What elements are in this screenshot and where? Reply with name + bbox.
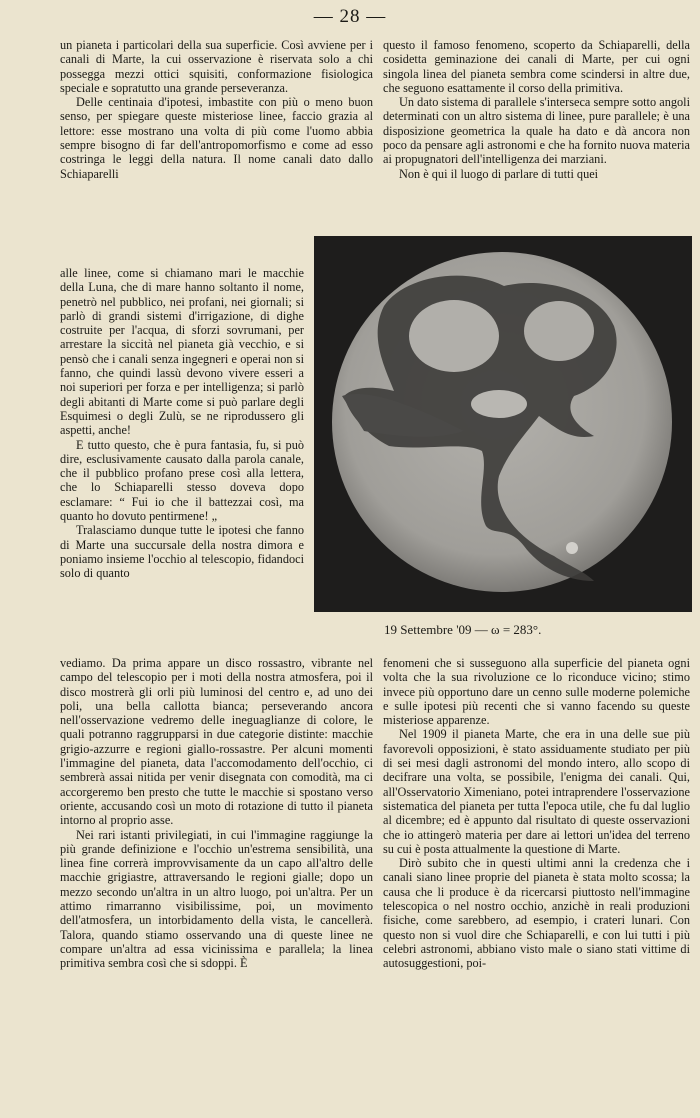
left-column-top (60, 38, 373, 181)
right-column-bottom (383, 656, 690, 971)
paragraph: fenomeni che si susseguono alla superficie del pianeta ogni volta che la sua rivoluzione ce lo riconduce vicino; stimo invece più opportuno dare un cenno sulle moderne polemiche e sulle ipotesi più recenti che si vanno facendo su queste misteriose apparenze. (383, 656, 690, 728)
paragraph: Un dato sistema di parallele s'interseca sempre sotto angoli determinati con un altro sistema di linee, pure parallele; è una disposizione geometrica la quale ha dato e dà ancora non poco da pensare agli astronomi e che ha fornito nuova materia ai propugnatori dell'intelligenza dei marziani. (383, 95, 690, 167)
paragraph: E tutto questo, che è pura fantasia, fu, si può dire, esclusivamente causato dalla parola canale, che il pubblico profano prese così alla lettera, che lo Schiaparelli stesso doveva dopo esclamare: “ Fui io che il battezzai così, ma quanto ho dovuto pentirmene! „ (60, 437, 304, 524)
mars-drawing-figure (314, 236, 692, 612)
figure-caption: 19 Settembre '09 — ω = 283°. (384, 622, 542, 637)
mars-light-region (409, 300, 499, 372)
right-column-top (383, 38, 690, 181)
paragraph: Dirò subito che in questi ultimi anni la credenza che i canali siano linee proprie del pianeta è stata molto scossa; la causa che li produce è da ricercarsi piuttosto nell'immagine telescopica o nel nostro occhio, anzichè in reali produzioni fisiche, come sarebbero, ad esempio, i crateri lunari. Con questo non si vuol dire che Schiaparelli, e con lui tutti i più celebri astronomi, abbiano visto male o siano stati vittime di autosuggestioni, poi- (383, 856, 690, 971)
mars-disc-drawing (314, 236, 692, 612)
page-number: — 28 — (313, 6, 387, 27)
left-column-bottom (60, 656, 373, 971)
paragraph: Tralasciamo dunque tutte le ipotesi che fanno di Marte una succursale della nostra dimora e poniamo insieme l'occhio al telescopio, fidandoci solo di quanto (60, 523, 304, 581)
paragraph: Delle centinaia d'ipotesi, imbastite con più o meno buon senso, per spiegare queste misteriose linee, faccio grazia al lettore: esse mostrano una volta di più come l'uomo abbia sempre bisogno di far dell'antropomorfismo e come ad esso costringa le leggi della natura. Il nome canali dato dallo Schiaparelli (60, 95, 373, 181)
left-column-narrow (60, 266, 304, 581)
mars-light-region (471, 390, 527, 418)
paragraph: questo il famoso fenomeno, scoperto da Schiaparelli, della cosidetta geminazione dei canali di Marte, per cui ogni singola linea del pianeta sembra come scindersi in altre due, che seguono esattamente il corso della primitiva. (383, 38, 690, 95)
paragraph: un pianeta i particolari della sua superficie. Così avviene per i canali di Marte, la cui osservazione è riservata solo a chi possegga mezzi ottici squisiti, conformazione fisiologica speciale e sopratutto una grande perseveranza. (60, 38, 373, 95)
paragraph: Nel 1909 il pianeta Marte, che era in una delle sue più favorevoli opposizioni, è stato assiduamente studiato per più di sei mesi dagli astronomi del mondo intero, allo scopo di decifrare una volta, se possibile, l'enigma dei canali. Qui, all'Osservatorio Ximeniano, potei intraprendere l'osservazione sistematica del pianeta per tutta l'epoca utile, che fu dal luglio al dicembre; ed è appunto dal risultato di queste osservazioni che io attingerò materia per dare ai lettori un'idea del terreno su cui è posta attualmente la questione di Marte. (383, 727, 690, 856)
paragraph: vediamo. Da prima appare un disco rossastro, vibrante nel campo del telescopio per i moti della nostra atmosfera, poi il disco mostrerà gli orli più luminosi del centro e, ad uno dei poli, una bella callotta bianca; perseverando ancora nell'osservazione vedremo delle ineguaglianze di colore, le quali potranno raggrupparsi in due categorie distinte: macchie grigio-azzurre e regioni giallo-rossastre. Per alcuni momenti l'immagine del pianeta, data l'accomodamento dell'occhio, ci sembrerà assai nitida per venir disegnata con comodità, ma ci accorgeremo ben presto che tutte le macchie si spostano verso oriente, accusando così un moto di rotazione di tutto il pianeta intorno al proprio asse. (60, 656, 373, 828)
paragraph: Nei rari istanti privilegiati, in cui l'immagine raggiunge la più grande definizione e l'occhio un'estrema sensibilità, una linea fine correrà improvvisamente da un capo all'altro delle macchie grigiastre, attraversando le regioni gialle; dopo un mezzo secondo un'altra in un altro luogo, poi un'altra. Per un attimo rimarranno visibilissime, poi, un movimento dell'atmosfera, un intorbidamento della vista, le cancellerà. Talora, quando stiamo osservando una di queste linee ne compare un'altra ad essa vicinissima e parallela; la linea primitiva sembra così che si sdoppi. È (60, 827, 373, 971)
paragraph: alle linee, come si chiamano mari le macchie della Luna, che di mare hanno soltanto il nome, penetrò nel pubblico, nei profani, nei giornali; si parlò di grandi sistemi d'irrigazione, di dighe costruite per l'acqua, di sforzi sovrumani, per arrestare la siccità nel pianeta già vecchio, e si pensò che i canali senza ingegneri e operai non si fanno, che quindi lassù devono vivere esseri a noi superiori per forza e per intelligenza; si parlò degli abitanti di Marte come si può parlare degli Esquimesi o degli Zulù, se ne riprodussero gli aspetti, anche! (60, 266, 304, 438)
mars-polar-spot (566, 542, 578, 554)
paragraph: Non è qui il luogo di parlare di tutti quei (399, 166, 599, 181)
mars-light-region (524, 301, 594, 361)
